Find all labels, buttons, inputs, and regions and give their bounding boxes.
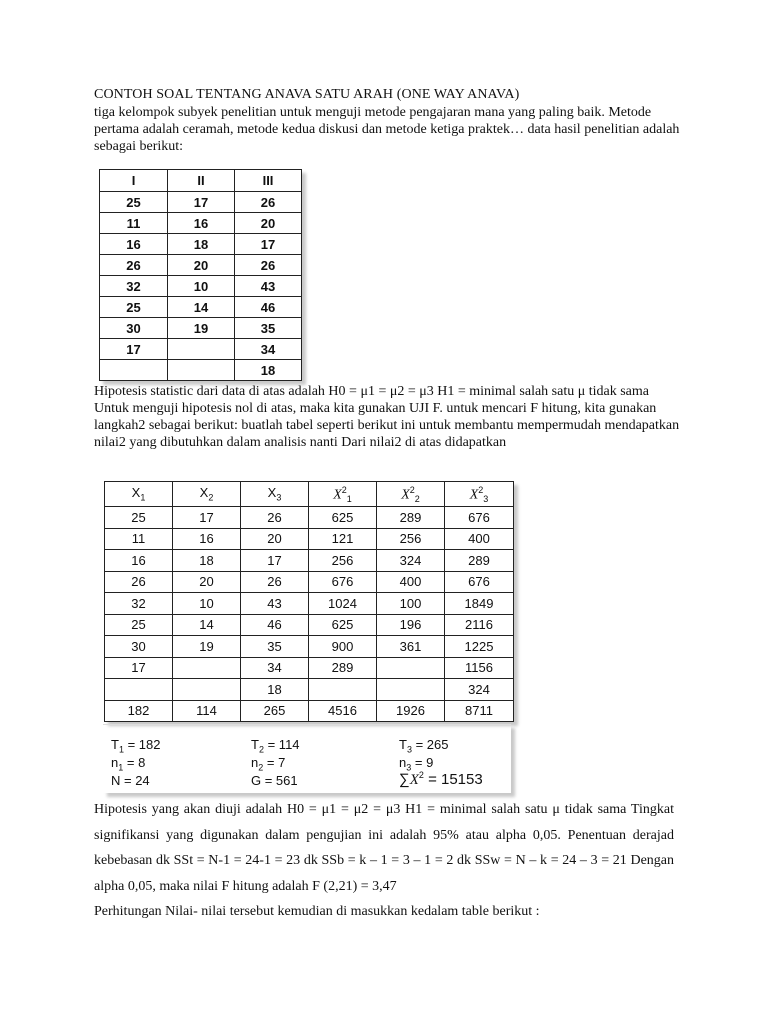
table-cell: 400 [445, 528, 514, 550]
table-cell: 8711 [445, 700, 514, 722]
table-cell: 26 [105, 571, 173, 593]
table-cell: 289 [309, 657, 377, 679]
table-cell: 10 [173, 593, 241, 615]
table-cell: 19 [168, 318, 235, 339]
table-cell: 11 [105, 528, 173, 550]
table-row [100, 276, 302, 297]
table-cell: 17 [241, 550, 309, 572]
table-cell: 16 [100, 234, 168, 255]
table-cell: 182 [105, 700, 173, 722]
table-cell: 324 [445, 679, 514, 701]
table-cell: 11 [100, 213, 168, 234]
t2-value: $T_2 = 114$ [251, 737, 300, 755]
table-cell: 17 [168, 192, 235, 213]
header-cell: $X^2_1$ [309, 482, 377, 507]
summary-box [103, 724, 511, 793]
table-cell: 14 [168, 297, 235, 318]
n3-value: $n_3 = 9$ [399, 755, 434, 773]
raw-data-table [99, 169, 302, 381]
header-cell: $X^2_3$ [445, 482, 514, 507]
table-cell: 14 [173, 614, 241, 636]
header-cell: $X_1$ [105, 482, 173, 507]
intro-paragraph: tiga kelompok subyek penelitian untuk menguji metode pengajaran mana yang paling baik. Metode pertama adalah ceramah, metode kedua diskusi dan metode ketiga praktek… data hasil penelitian adalah sebagai berikut: [94, 105, 680, 154]
table-cell: 17 [105, 657, 173, 679]
table-cell: 26 [241, 571, 309, 593]
g-total: G = 561 [251, 773, 298, 788]
conclusion-text: Hipotesis yang akan diuji adalah H0 = μ1 = μ2 = μ3 H1 = minimal salah satu μ tidak sama Tingkat signifikansi yang digunakan dalam pengujian ini adalah 95% atau alpha 0,05. Penentuan derajad kebebasan dk SSt = N-1 = 24-1 = 23 dk SSb = k – 1 = 3 – 1 = 2 dk SSw = N – k = 24 – 3 = 21 Dengan alpha 0,05, maka nilai F hitung adalah F (2,21) = 3,47 [94, 802, 674, 894]
table-row [105, 507, 514, 529]
table-cell: 18 [173, 550, 241, 572]
table-cell: 324 [377, 550, 445, 572]
table-row [100, 360, 302, 381]
n-total: N = 24 [111, 773, 150, 788]
table-cell: 2116 [445, 614, 514, 636]
table-cell: 1156 [445, 657, 514, 679]
table-cell [168, 339, 235, 360]
table-cell: 16 [168, 213, 235, 234]
table-cell: 26 [235, 192, 302, 213]
table-cell: 32 [100, 276, 168, 297]
header-cell: $X_2$ [173, 482, 241, 507]
table-cell [100, 360, 168, 381]
table-cell: 196 [377, 614, 445, 636]
table-cell: 43 [241, 593, 309, 615]
table-cell: 20 [173, 571, 241, 593]
table-cell [377, 679, 445, 701]
table-cell: 16 [105, 550, 173, 572]
header-cell: $X_3$ [241, 482, 309, 507]
table-cell: 17 [100, 339, 168, 360]
table-cell: 18 [235, 360, 302, 381]
table-cell: 25 [105, 614, 173, 636]
table-cell: 676 [445, 507, 514, 529]
conclusion-last-line: Perhitungan Nilai- nilai tersebut kemudian di masukkan kedalam table berikut : [94, 904, 540, 919]
table-row [105, 571, 514, 593]
table-cell: 34 [241, 657, 309, 679]
table-cell: 1849 [445, 593, 514, 615]
table-cell: 114 [173, 700, 241, 722]
sum-x-squared: $\sum X^2 = 15153$ [399, 770, 483, 788]
table-cell: 25 [105, 507, 173, 529]
table-cell: 10 [168, 276, 235, 297]
table-cell: 256 [309, 550, 377, 572]
header-cell: $X^2_2$ [377, 482, 445, 507]
table-cell: 35 [235, 318, 302, 339]
table-cell: 43 [235, 276, 302, 297]
table-row [100, 297, 302, 318]
table-cell: 16 [173, 528, 241, 550]
t3-value: $T_3 = 265$ [399, 737, 449, 755]
table-cell: 32 [105, 593, 173, 615]
table-cell: 46 [241, 614, 309, 636]
table-cell: 265 [241, 700, 309, 722]
table-cell: 20 [241, 528, 309, 550]
n2-value: $n_2 = 7$ [251, 755, 286, 773]
table-cell: 4516 [309, 700, 377, 722]
table-cell [173, 679, 241, 701]
table-cell: 17 [235, 234, 302, 255]
table-row [100, 213, 302, 234]
table-cell: 625 [309, 507, 377, 529]
table-cell: 900 [309, 636, 377, 658]
table-cell: 25 [100, 297, 168, 318]
header-cell: II [168, 170, 235, 192]
table-cell: 20 [168, 255, 235, 276]
table-row [105, 614, 514, 636]
table-header-row [105, 482, 514, 507]
table-cell: 625 [309, 614, 377, 636]
table-row [105, 636, 514, 658]
table-cell: 34 [235, 339, 302, 360]
table-cell [168, 360, 235, 381]
table-cell: 26 [100, 255, 168, 276]
document-title: CONTOH SOAL TENTANG ANAVA SATU ARAH (ONE WAY ANAVA) [94, 87, 520, 102]
table-cell: 289 [445, 550, 514, 572]
table-cell [377, 657, 445, 679]
table-cell: 18 [168, 234, 235, 255]
table-cell: 1225 [445, 636, 514, 658]
table-cell: 400 [377, 571, 445, 593]
table-cell: 361 [377, 636, 445, 658]
table-row [105, 593, 514, 615]
table-cell [105, 679, 173, 701]
table-cell: 289 [377, 507, 445, 529]
table-row [100, 192, 302, 213]
table-cell [309, 679, 377, 701]
table-cell: 121 [309, 528, 377, 550]
table-cell: 18 [241, 679, 309, 701]
table-cell: 19 [173, 636, 241, 658]
table-header-row [100, 170, 302, 192]
table-cell: 30 [105, 636, 173, 658]
n1-value: $n_1 = 8$ [111, 755, 146, 773]
table-cell: 1926 [377, 700, 445, 722]
table-cell: 26 [241, 507, 309, 529]
table-cell: 256 [377, 528, 445, 550]
table-row [105, 679, 514, 701]
totals-row [105, 700, 514, 722]
computation-table [104, 481, 514, 722]
header-cell: III [235, 170, 302, 192]
table-cell: 26 [235, 255, 302, 276]
table-cell: 1024 [309, 593, 377, 615]
table-row [100, 318, 302, 339]
table-cell: 100 [377, 593, 445, 615]
table-row [105, 657, 514, 679]
table-cell: 30 [100, 318, 168, 339]
table-row [100, 339, 302, 360]
table-cell: 46 [235, 297, 302, 318]
table-cell: 35 [241, 636, 309, 658]
table-cell: 676 [445, 571, 514, 593]
table-cell: 20 [235, 213, 302, 234]
table-cell [173, 657, 241, 679]
table-cell: 676 [309, 571, 377, 593]
table-cell: 25 [100, 192, 168, 213]
t1-value: $T_1 = 182$ [111, 737, 161, 755]
table-cell: 17 [173, 507, 241, 529]
conclusion-paragraph [94, 797, 674, 925]
header-cell: I [100, 170, 168, 192]
hypothesis-paragraph: Hipotesis statistic dari data di atas adalah H0 = μ1 = μ2 = μ3 H1 = minimal salah satu μ tidak sama Untuk menguji hipotesis nol di atas, maka kita gunakan UJI F. untuk mencari F hitung, kita gunakan langkah2 sebagai berikut: buatlah tabel seperti berikut ini untuk membantu mempermudah mendapatkan nilai2 yang dibutuhkan dalam analisis nanti Dari nilai2 di atas didapatkan [94, 384, 680, 450]
table-row [105, 528, 514, 550]
table-row [105, 550, 514, 572]
table-row [100, 234, 302, 255]
table-row [100, 255, 302, 276]
